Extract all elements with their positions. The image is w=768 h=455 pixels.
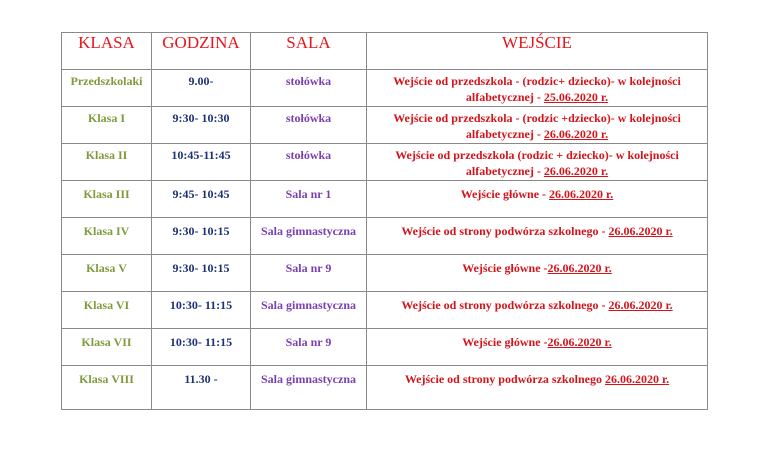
cell-klasa: Klasa IV [62,218,152,255]
schedule-table [61,32,708,410]
cell-klasa: Klasa V [62,255,152,292]
wejscie-date: 26.06.2020 r. [549,187,614,201]
cell-wejscie [367,144,708,181]
wejscie-date: 26.06.2020 r. [547,335,612,349]
cell-sala: stołówka [251,70,367,107]
table-row [62,329,708,366]
wejscie-text: Wejście od przedszkola - (rodzic +dziecko)- w kolejności alfabetycznej - [393,111,681,141]
cell-sala: Sala gimnastyczna [251,366,367,410]
header-klasa: KLASA [62,33,152,70]
cell-sala: stołówka [251,144,367,181]
cell-wejscie [367,292,708,329]
table-row [62,70,708,107]
wejscie-text: Wejście główne - [462,335,548,349]
cell-wejscie [367,181,708,218]
cell-sala: Sala gimnastyczna [251,292,367,329]
cell-wejscie [367,70,708,107]
wejscie-date: 26.06.2020 r. [543,127,609,141]
cell-sala: stołówka [251,107,367,144]
cell-klasa: Klasa III [62,181,152,218]
table-row [62,107,708,144]
wejscie-date: 26.06.2020 r. [608,224,673,238]
wejscie-text: Wejście od przedszkola - (rodzic+ dziecko)- w kolejności alfabetycznej - [393,74,681,104]
wejscie-text: Wejście od strony podwórza szkolnego - [401,298,609,312]
wejscie-date: 26.06.2020 r. [608,298,673,312]
table-row [62,366,708,410]
cell-wejscie [367,107,708,144]
wejscie-text: Wejście od przedszkola (rodzic + dziecko)- w kolejności alfabetycznej - [395,148,679,178]
cell-sala: Sala nr 9 [251,255,367,292]
wejscie-date: 26.06.2020 r. [604,372,670,386]
table-row [62,255,708,292]
cell-klasa: Klasa I [62,107,152,144]
header-wejscie: WEJŚCIE [367,33,708,70]
cell-godzina: 10:30- 11:15 [152,329,251,366]
cell-klasa: Klasa VI [62,292,152,329]
header-row [62,33,708,70]
cell-klasa: Klasa VIII [62,366,152,410]
table-row [62,292,708,329]
wejscie-date: 26.06.2020 r. [547,261,612,275]
cell-godzina: 9:30- 10:30 [152,107,251,144]
cell-godzina: 10:45-11:45 [152,144,251,181]
cell-wejscie [367,255,708,292]
cell-sala: Sala nr 9 [251,329,367,366]
cell-godzina: 9:30- 10:15 [152,255,251,292]
header-godzina: GODZINA [152,33,251,70]
wejscie-text: Wejście od strony podwórza szkolnego - [401,224,609,238]
table-row [62,218,708,255]
cell-wejscie [367,329,708,366]
cell-godzina: 9:45- 10:45 [152,181,251,218]
cell-klasa: Klasa VII [62,329,152,366]
cell-klasa: Przedszkolaki [62,70,152,107]
wejscie-date: 25.06.2020 r. [543,90,609,104]
cell-sala: Sala nr 1 [251,181,367,218]
wejscie-date: 26.06.2020 r. [543,164,609,178]
table-row [62,144,708,181]
cell-wejscie [367,218,708,255]
wejscie-text: Wejście od strony podwórza szkolnego [404,372,605,386]
cell-godzina: 9.00- [152,70,251,107]
wejscie-text: Wejście główne - [462,261,548,275]
cell-godzina: 11.30 - [152,366,251,410]
cell-klasa: Klasa II [62,144,152,181]
wejscie-text: Wejście główne - [460,187,550,201]
table-row [62,181,708,218]
cell-godzina: 10:30- 11:15 [152,292,251,329]
header-sala: SALA [251,33,367,70]
cell-sala: Sala gimnastyczna [251,218,367,255]
cell-wejscie [367,366,708,410]
cell-godzina: 9:30- 10:15 [152,218,251,255]
